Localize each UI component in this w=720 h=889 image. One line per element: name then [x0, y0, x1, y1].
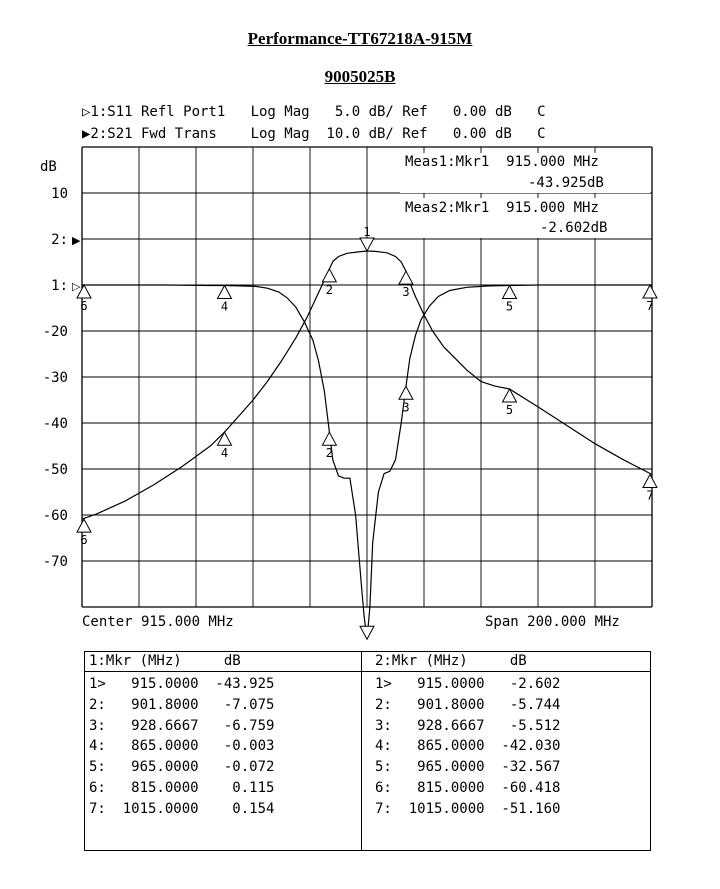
table-left-header: 1:Mkr (MHz) dB [89, 653, 241, 669]
center-frequency: Center 915.000 MHz [82, 614, 234, 630]
table-right-row: 6: 815.0000 -60.418 [375, 780, 561, 796]
y-tick-label: -20 [42, 324, 68, 340]
table-right-row: 3: 928.6667 -5.512 [375, 717, 561, 734]
y-axis-ticks [43, 186, 81, 570]
table-right-row: 5: 965.0000 -32.567 [375, 759, 561, 776]
marker-label: 4 [220, 299, 229, 314]
y-tick-label: 1: [51, 278, 68, 294]
page-subtitle: 9005025B [324, 67, 396, 86]
y-tick-label: 2: [51, 232, 68, 248]
y-tick-label: -70 [42, 554, 68, 570]
table-right-row: 7: 1015.0000 -51.160 [375, 800, 561, 817]
y-tick-label: 10 [51, 186, 68, 202]
marker-label: 6 [80, 299, 88, 313]
marker-7-s11 [643, 285, 657, 298]
y-tick-label: -40 [42, 416, 68, 432]
trace1-header: ▷1:S11 Refl Port1 Log Mag 5.0 dB/ Ref 0.00 dB C [82, 104, 546, 120]
y-tick-label: -30 [42, 370, 68, 386]
marker-4-s11 [218, 285, 232, 298]
marker-2-s21 [322, 269, 336, 282]
marker-7-s21 [643, 475, 657, 488]
meas2-value: -2.602dB [540, 220, 608, 236]
table-right-header: 2:Mkr (MHz) dB [375, 653, 527, 669]
marker-label: 6 [80, 533, 88, 548]
trace2-header: ▶2:S21 Fwd Trans Log Mag 10.0 dB/ Ref 0.00 dB C [82, 126, 546, 142]
table-left-row: 4: 865.0000 -0.003 [89, 738, 275, 755]
y-tick-label: -50 [42, 462, 68, 478]
reference-level-marker: ▶ [72, 234, 81, 247]
marker-1-s11 [360, 626, 374, 639]
marker-4-s21 [218, 432, 232, 445]
table-divider [361, 652, 362, 850]
page-title: Performance-TT67218A-915M [247, 29, 473, 48]
marker-label: 2 [325, 446, 333, 461]
meas2-label: Meas2:Mkr1 915.000 MHz [405, 200, 599, 216]
table-left-row: 1> 915.0000 -43.925 [89, 676, 275, 692]
table-right-row: 4: 865.0000 -42.030 [375, 738, 561, 755]
y-axis-label: dB [40, 159, 57, 175]
marker-1-s21 [360, 238, 374, 251]
marker-label: 3 [402, 400, 410, 415]
meas1-label: Meas1:Mkr1 915.000 MHz [405, 154, 599, 170]
span-frequency: Span 200.000 MHz [485, 614, 620, 630]
marker-label: 4 [220, 446, 229, 461]
table-right-row: 1> 915.0000 -2.602 [375, 676, 561, 692]
marker-label: 7 [646, 299, 654, 313]
reference-level-marker: ▷ [72, 280, 81, 293]
table-right-row: 2: 901.8000 -5.744 [375, 696, 561, 713]
table-header-rule [85, 671, 650, 672]
table-left-row: 6: 815.0000 0.115 [89, 780, 275, 796]
table-left-row: 3: 928.6667 -6.759 [89, 717, 275, 734]
marker-label: 7 [646, 488, 654, 503]
meas1-value: -43.925dB [528, 175, 604, 191]
y-tick-label: -60 [42, 508, 68, 524]
marker-label: 5 [505, 299, 514, 314]
table-left-row: 5: 965.0000 -0.072 [89, 759, 275, 776]
marker-5-s21 [503, 389, 517, 402]
table-left-row: 2: 901.8000 -7.075 [89, 696, 275, 713]
marker-5-s11 [503, 285, 517, 298]
table-left-row: 7: 1015.0000 0.154 [89, 800, 275, 817]
marker-6-s21 [77, 519, 91, 532]
marker-label: 5 [505, 402, 514, 417]
marker-2-s11 [322, 432, 336, 445]
marker-label: 2 [325, 282, 333, 297]
marker-label: 3 [402, 285, 410, 300]
marker-label: 1 [363, 224, 371, 239]
marker-table [84, 651, 651, 851]
marker-3-s11 [399, 386, 413, 399]
marker-3-s21 [399, 271, 413, 284]
